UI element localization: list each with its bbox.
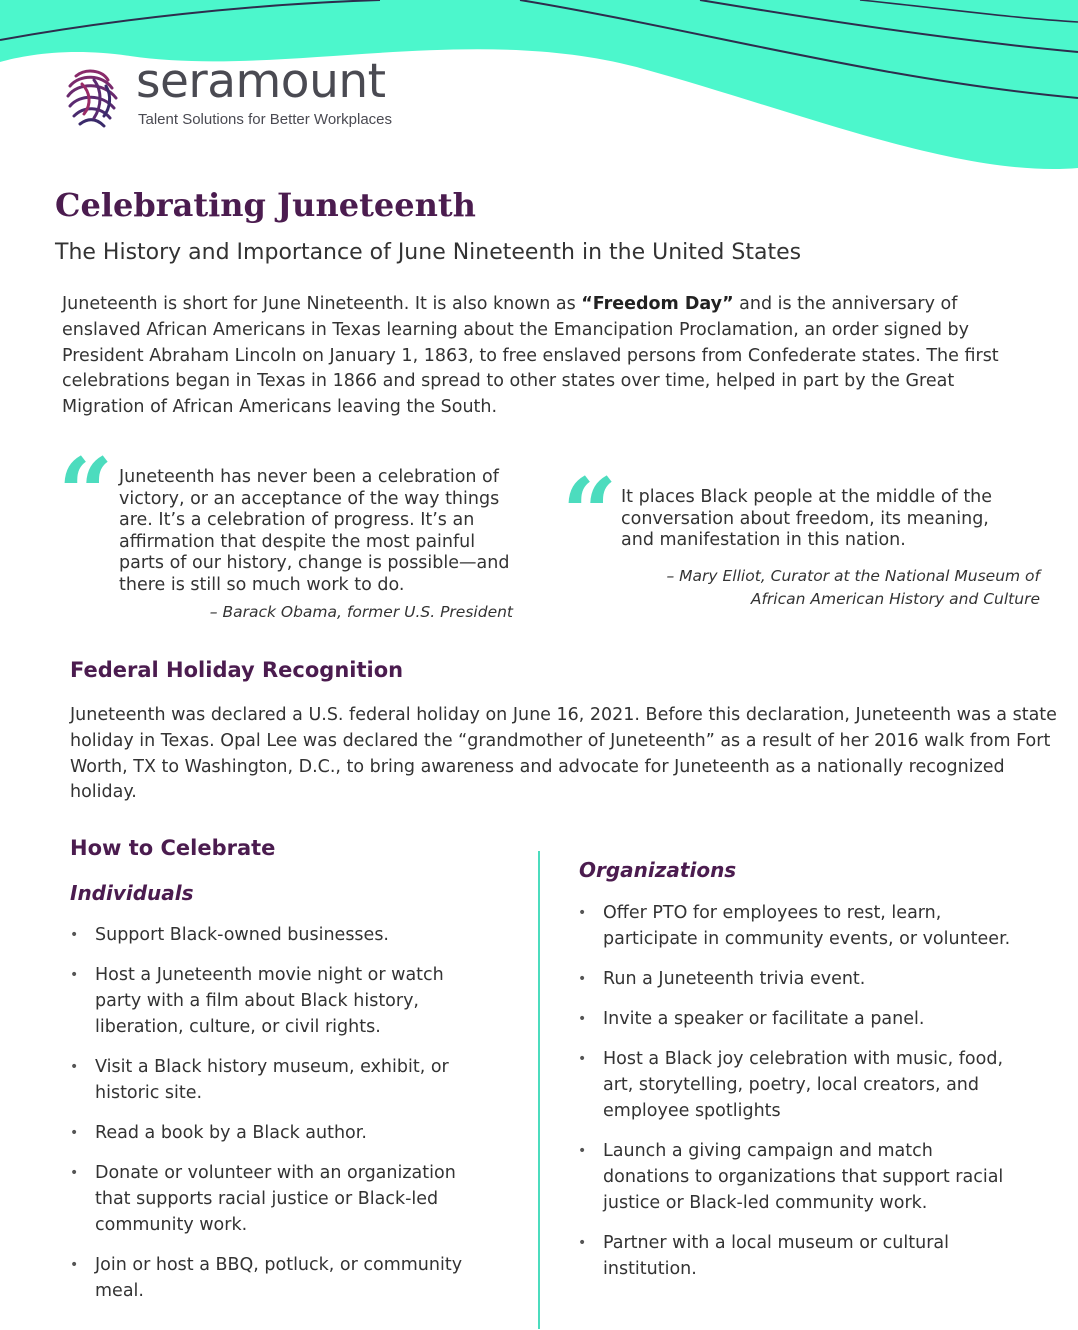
column-divider [538,851,540,1329]
list-item: • Invite a speaker or facilitate a panel. [578,1007,1018,1033]
list-item: • Run a Juneteenth trivia event. [578,967,1018,993]
individuals-list [70,923,490,1319]
list-item: • Offer PTO for employees to rest, learn, participate in community events, or volunteer. [578,901,1018,953]
page-title: Celebrating Juneteenth [55,186,476,224]
quote-mark-icon: “ [58,437,114,550]
list-item: • Host a Black joy celebration with music, food, art, storytelling, poetry, local creators, and employee spotlights [578,1047,1018,1124]
list-item: • Host a Juneteenth movie night or watch party with a film about Black history, liberation, culture, or civil rights. [70,963,490,1040]
quote-text: It places Black people at the middle of the conversation about freedom, its meaning, and manifestation in this nation. [621,487,993,550]
federal-paragraph: Juneteenth was declared a U.S. federal holiday on June 16, 2021. Before this declaration, Juneteenth was a state holiday in Texas. Opal Lee was declared the “grandmother of Juneteenth” as a result of her 2016 walk from Fort Worth, TX to Washington, D.C., to bring awareness and advocate for Juneteenth as a nationally recognized holiday. [70,705,1057,803]
organizations-list [578,901,1018,1297]
brand-name: seramount [136,54,386,109]
seramount-swirl-icon [62,66,124,130]
quote-mark-icon: “ [562,457,618,570]
page-subtitle: The History and Importance of June Nineteenth in the United States [55,240,802,265]
list-item: • Support Black-owned businesses. [70,923,490,949]
intro-text-end: and is the anniversary of enslaved African Americans in Texas learning about the Emancipation Proclamation, an order signed by President Abraham Lincoln on January 1, 1863, to free enslaved persons from Confederate states. The first celebrations began in Texas in 1866 and spread to other states over time, helped in part by the Great Migration of African Americans leaving the South. [62,294,999,418]
intro-text-start: Juneteenth is short for June Nineteenth. It is also known as [62,294,582,314]
list-item: • Partner with a local museum or cultural institution. [578,1231,1018,1283]
quote-attribution: – Mary Elliot, Curator at the National Museum of African American History and Culture [666,567,1040,608]
list-item: • Join or host a BBQ, potluck, or community meal. [70,1253,490,1305]
organizations-heading: Organizations [579,858,737,882]
list-item: • Donate or volunteer with an organization that supports racial justice or Black-led community work. [70,1161,490,1238]
intro-bold-term: “Freedom Day” [581,294,734,314]
celebrate-heading: How to Celebrate [70,836,276,860]
list-item: • Launch a giving campaign and match donations to organizations that support racial justice or Black-led community work. [578,1139,1018,1216]
brand-logo [62,54,422,132]
quote-text: Juneteenth has never been a celebration of victory, or an acceptance of the way things are. It’s a celebration of progress. It’s an affirmation that despite the most painful parts of our history, change is possible—and there is still so much work to do. [119,467,510,595]
brand-tagline: Talent Solutions for Better Workplaces [138,111,393,128]
intro-paragraph [62,292,1022,421]
list-item: • Visit a Black history museum, exhibit, or historic site. [70,1055,490,1107]
federal-heading: Federal Holiday Recognition [70,658,404,682]
quote-attribution: – Barack Obama, former U.S. President [209,603,513,621]
individuals-heading: Individuals [70,881,194,905]
list-item: • Read a book by a Black author. [70,1121,490,1147]
